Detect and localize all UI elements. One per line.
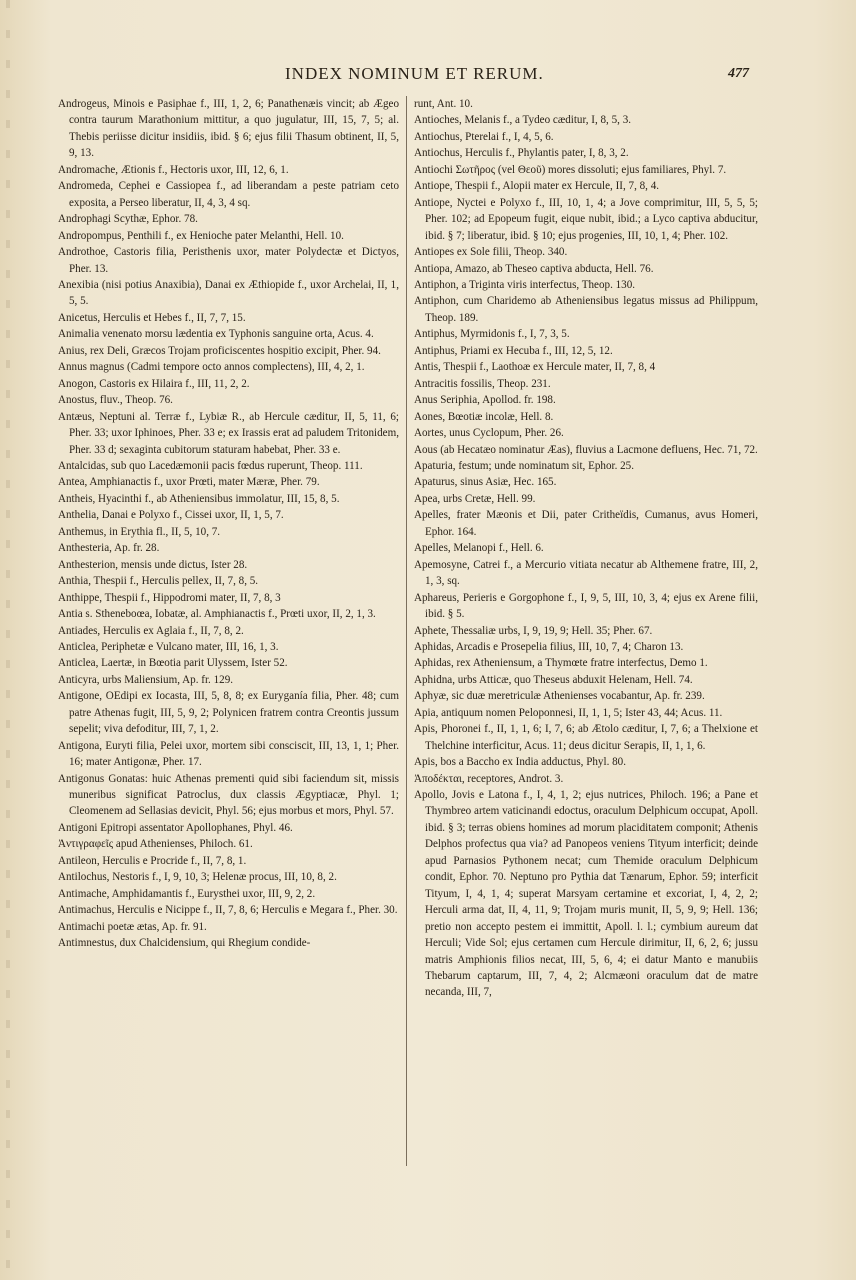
index-entry: Anthippe, Thespii f., Hippodromi mater, II, 7, 8, 3: [58, 591, 281, 604]
index-entry: Anthelia, Danai e Polyxo f., Cissei uxor, II, 1, 5, 7.: [58, 509, 284, 522]
index-entry: Apelles, Melanopi f., Hell. 6.: [414, 542, 544, 555]
index-entry: Androphagi Scythæ, Ephor. 78.: [58, 213, 198, 226]
index-entry: Antiopa, Amazo, ab Theseo captiva abducta, Hell. 76.: [414, 262, 654, 275]
index-entry: Androgeus, Minois e Pasiphae f., III, 1, 2, 6; Panathenæis vincit; ab Ægeo contra taurum Marathonium mittitur, a quo jugulatur, III, 15, 7, 5; al. Thebis periisse dicitur insidiis, ibid. § 6; ejus filii Thasum obtinent, II, 5, 9, 13.: [58, 98, 399, 160]
index-entry: Anthesterion, mensis unde dictus, Ister 28.: [58, 558, 248, 571]
index-entry: Aphidas, Arcadis e Prosepelia filius, III, 10, 7, 4; Charon 13.: [414, 640, 684, 653]
index-entry: Aphareus, Perieris e Gorgophone f., I, 9, 5, III, 10, 3, 4; ejus ex Arene filii, ibid. § 5.: [414, 591, 758, 621]
index-entry: Aphete, Thessaliæ urbs, I, 9, 19, 9; Hell. 35; Pher. 67.: [414, 624, 653, 637]
index-entry: Apea, urbs Cretæ, Hell. 99.: [414, 492, 536, 505]
index-entry: Andropompus, Penthili f., ex Henioche pater Melanthi, Hell. 10.: [58, 229, 344, 242]
index-entry: Antimachus, Herculis e Nicippe f., II, 7, 8, 6; Herculis e Megara f., Pher. 30.: [58, 904, 398, 917]
index-entry: Aphyæ, sic duæ meretriculæ Athenienses vocabantur, Ap. fr. 239.: [414, 690, 705, 703]
index-entry: Antigone, OEdipi ex Iocasta, III, 5, 8, 8; ex Euryganía filia, Pher. 48; cum patre Athenas fugit, III, 5, 9, 2; Polynicen fratrem contra Creontis jussum sepelit; viva defoditur, III, 7, 1, 2.: [58, 690, 399, 736]
index-entry: runt, Ant. 10.: [414, 98, 473, 110]
index-entry: Anus Seriphia, Apollod. fr. 198.: [414, 394, 556, 407]
index-entry: Annus magnus (Cadmi tempore octo annos complectens), III, 4, 2, 1.: [58, 361, 365, 374]
index-entry: Androthoe, Castoris filia, Peristhenis uxor, mater Polydectæ et Dictyos, Pher. 13.: [58, 246, 399, 275]
index-entry: Apia, antiquum nomen Peloponnesi, II, 1, 1, 5; Ister 43, 44; Acus. 11.: [414, 706, 723, 719]
index-entry: Antiopes ex Sole filii, Theop. 340.: [414, 246, 568, 259]
index-entry: Ἀποδέκται, receptores, Androt. 3.: [414, 772, 564, 785]
index-entry: Aphidna, urbs Atticæ, quo Theseus abduxit Helenam, Hell. 74.: [414, 673, 693, 686]
index-entry: Anticyra, urbs Maliensium, Ap. fr. 129.: [58, 673, 234, 686]
index-entry: Anostus, fluv., Theop. 76.: [58, 394, 173, 407]
index-entry: Anius, rex Deli, Græcos Trojam proficiscentes hospitio excipit, Pher. 94.: [58, 344, 381, 357]
index-entry: Aortes, unus Cyclopum, Pher. 26.: [414, 427, 564, 440]
index-entry: Antimachi poetæ ætas, Ap. fr. 91.: [58, 920, 207, 933]
index-entry: Antis, Thespii f., Laothoæ ex Hercule mater, II, 7, 8, 4: [414, 361, 656, 374]
page-number: 477: [728, 66, 749, 81]
index-entry: Andromache, Ætionis f., Hectoris uxor, III, 12, 6, 1.: [58, 163, 289, 176]
index-entry: Animalia venenato morsu lædentia ex Typhonis sanguine orta, Acus. 4.: [58, 328, 374, 341]
index-entry: Apollo, Jovis e Latona f., I, 4, 1, 2; ejus nutrices, Philoch. 196; a Pane et Thymbreo artem vaticinandi edoctus, oraculum Delphicum occupat, Apoll. ibid. § 3; terras obiens homines ad morum placiditatem componit; Athenis Delphos profectus qua via? ad Panopeos veniens Tityum interficit; deinde apud Parnasios Pythonem necat; cum Themide oraculum Delphicum condit, Ephor. 70. Neptuno pro Pythia dat Tænarum, Ephor. 59; interficit Tityum, I, 4, 1, 4; superat Marsyam certamine et excoriat, I, 4, 2, 2; Herculi arma dat, II, 4, 11, 9; Trojam muris munit, II, 5, 9, 9; Hell. 136; pretio non accepto pestem ei immittit, Apoll. l. l.; cymbium aureum dat Herculi; Vide Sol; ejus certamen cum Hercule dirimitur, II, 6, 2, 6; jussu matris Amphionis filios necat, III, 5, 6, 4; ei datur Manto e manubiis Thebarum captarum, III, 7, 4, 2; Alcmæoni oraculum dat de matre necanda, III, 7,: [414, 789, 758, 999]
index-entry: Antalcidas, sub quo Lacedæmonii pacis fœdus ruperunt, Theop. 111.: [58, 459, 363, 472]
index-entry: Antiphon, cum Charidemo ab Atheniensibus legatus missus ad Philippum, Theop. 189.: [414, 295, 758, 324]
page-edge: [6, 0, 10, 1280]
index-entry: Antigonus Gonatas: huic Athenas prementi quid sibi faciendum sit, missis muneribus significat Patroclus, dux classis Ægyptiacæ, Phyl. 1; Cleomenem ad Sellasias devicit, Phyl. 56; ejus morbus et mors, Phyl. 57.: [58, 772, 399, 818]
index-entry: Antiphon, a Triginta viris interfectus, Theop. 130.: [414, 278, 636, 291]
index-entry: Antileon, Herculis e Procride f., II, 7, 8, 1.: [58, 854, 247, 867]
index-entry: Apis, Phoronei f., II, 1, 1, 6; I, 7, 6; ab Ætolo cæditur, I, 7, 6; a Thelxione et Thelchine interficitur, Acus. 11; deus dicitur Serapis, II, 1, 1, 6.: [414, 723, 758, 752]
index-entry: Antæus, Neptuni al. Terræ f., Lybiæ R., ab Hercule cæditur, II, 5, 11, 6; Pher. 33; uxor Iphinoes, Pher. 33 e; ex Irassis erat ad paludem Tritonidem, Pher. 33 d; sexaginta cubitorum staturam habebat, Pher. 33 e.: [58, 410, 399, 456]
index-entry: Antilochus, Nestoris f., I, 9, 10, 3; Helenæ procus, III, 10, 8, 2.: [58, 871, 337, 884]
index-entry: Apaturia, festum; unde nominatum sit, Ephor. 25.: [414, 459, 634, 472]
index-entry: Aones, Bœotiæ incolæ, Hell. 8.: [414, 410, 554, 423]
index-entry: Antiope, Nyctei e Polyxo f., III, 10, 1, 4; a Jove comprimitur, III, 5, 5, 5; Pher. 102; ad Epopeum fugit, eique nubit, ibid.; a Lyco captiva abducitur, ibid. § 7; liberatur, ibid. § 10; ejus progenies, III, 10, 1, 4; Pher. 102.: [414, 196, 758, 242]
index-entry: Anticlea, Laertæ, in Bœotia parit Ulyssem, Ister 52.: [58, 657, 288, 670]
index-entry: Antracitis fossilis, Theop. 231.: [414, 377, 551, 390]
running-header: [60, 64, 760, 88]
index-entry: Antimache, Amphidamantis f., Eurysthei uxor, III, 9, 2, 2.: [58, 887, 316, 900]
index-entry: Anogon, Castoris ex Hilaira f., III, 11, 2, 2.: [58, 377, 250, 390]
index-entry: Antimnestus, dux Chalcidensium, qui Rhegium condide-: [58, 937, 311, 950]
index-entry: Antheis, Hyacinthi f., ab Atheniensibus immolatur, III, 15, 8, 5.: [58, 492, 340, 505]
left-column: [58, 96, 399, 952]
index-entry: Anthesteria, Ap. fr. 28.: [58, 542, 160, 555]
column-divider: [406, 96, 407, 1166]
index-entry: Antiope, Thespii f., Alopii mater ex Hercule, II, 7, 8, 4.: [414, 180, 660, 193]
index-entry: Antiades, Herculis ex Aglaia f., II, 7, 8, 2.: [58, 624, 244, 637]
index-entry: Antiphus, Myrmidonis f., I, 7, 3, 5.: [414, 328, 570, 341]
index-entry: Antigona, Euryti filia, Pelei uxor, mortem sibi consciscit, III, 13, 1, 1; Pher. 16; mater Antigonæ, Pher. 17.: [58, 739, 399, 769]
index-entry: Antea, Amphianactis f., uxor Prœti, mater Mæræ, Pher. 79.: [58, 476, 320, 489]
index-entry: Andromeda, Cephei e Cassiopea f., ad liberandam a peste patriam ceto exposita, a Perseo liberatur, II, 4, 3, 4 sq.: [58, 180, 399, 209]
index-entry: Antiochus, Herculis f., Phylantis pater, I, 8, 3, 2.: [414, 147, 629, 160]
index-entry: Anticlea, Periphetæ e Vulcano mater, III, 16, 1, 3.: [58, 640, 279, 653]
index-entry: Antiochus, Pterelai f., I, 4, 5, 6.: [414, 130, 554, 143]
index-entry: Anexibia (nisi potius Anaxibia), Danai ex Æthiopide f., uxor Archelai, II, 1, 5, 5.: [58, 278, 399, 308]
index-entry: Apelles, frater Mæonis et Dii, pater Critheïdis, Cumanus, avus Homeri, Ephor. 164.: [414, 509, 758, 538]
right-column: [414, 96, 758, 1001]
index-entry: Antigoni Epitropi assentator Apollophanes, Phyl. 46.: [58, 821, 293, 834]
header-title: INDEX NOMINUM ET RERUM.: [285, 64, 544, 83]
index-entry: Anthemus, in Erythia fl., II, 5, 10, 7.: [58, 525, 221, 538]
index-entry: Antioches, Melanis f., a Tydeo cæditur, I, 8, 5, 3.: [414, 114, 632, 127]
index-entry: Apemosyne, Catrei f., a Mercurio vitiata necatur ab Althemene fratre, III, 2, 1, 3, sq.: [414, 558, 758, 588]
index-entry: Ἀντιγραφεῖς apud Athenienses, Philoch. 61.: [58, 838, 253, 851]
index-entry: Apis, bos a Baccho ex India adductus, Phyl. 80.: [414, 756, 626, 769]
index-entry: Antiochi Σωτῆρος (vel Θεοῦ) mores dissoluti; ejus familiares, Phyl. 7.: [414, 163, 727, 176]
index-entry: Anicetus, Herculis et Hebes f., II, 7, 7, 15.: [58, 311, 246, 324]
index-entry: Anthia, Thespii f., Herculis pellex, II, 7, 8, 5.: [58, 575, 259, 588]
index-entry: Aphidas, rex Atheniensum, a Thymœte fratre interfectus, Demo 1.: [414, 657, 708, 670]
index-entry: Antia s. Stheneboœa, Iobatæ, al. Amphianactis f., Prœti uxor, II, 2, 1, 3.: [58, 608, 376, 621]
index-entry: Apaturus, sinus Asiæ, Hec. 165.: [414, 476, 557, 489]
index-entry: Antiphus, Priami ex Hecuba f., III, 12, 5, 12.: [414, 344, 613, 357]
index-entry: Aous (ab Hecatæo nominatur Æas), fluvius a Lacmone defluens, Hec. 71, 72.: [414, 443, 758, 456]
